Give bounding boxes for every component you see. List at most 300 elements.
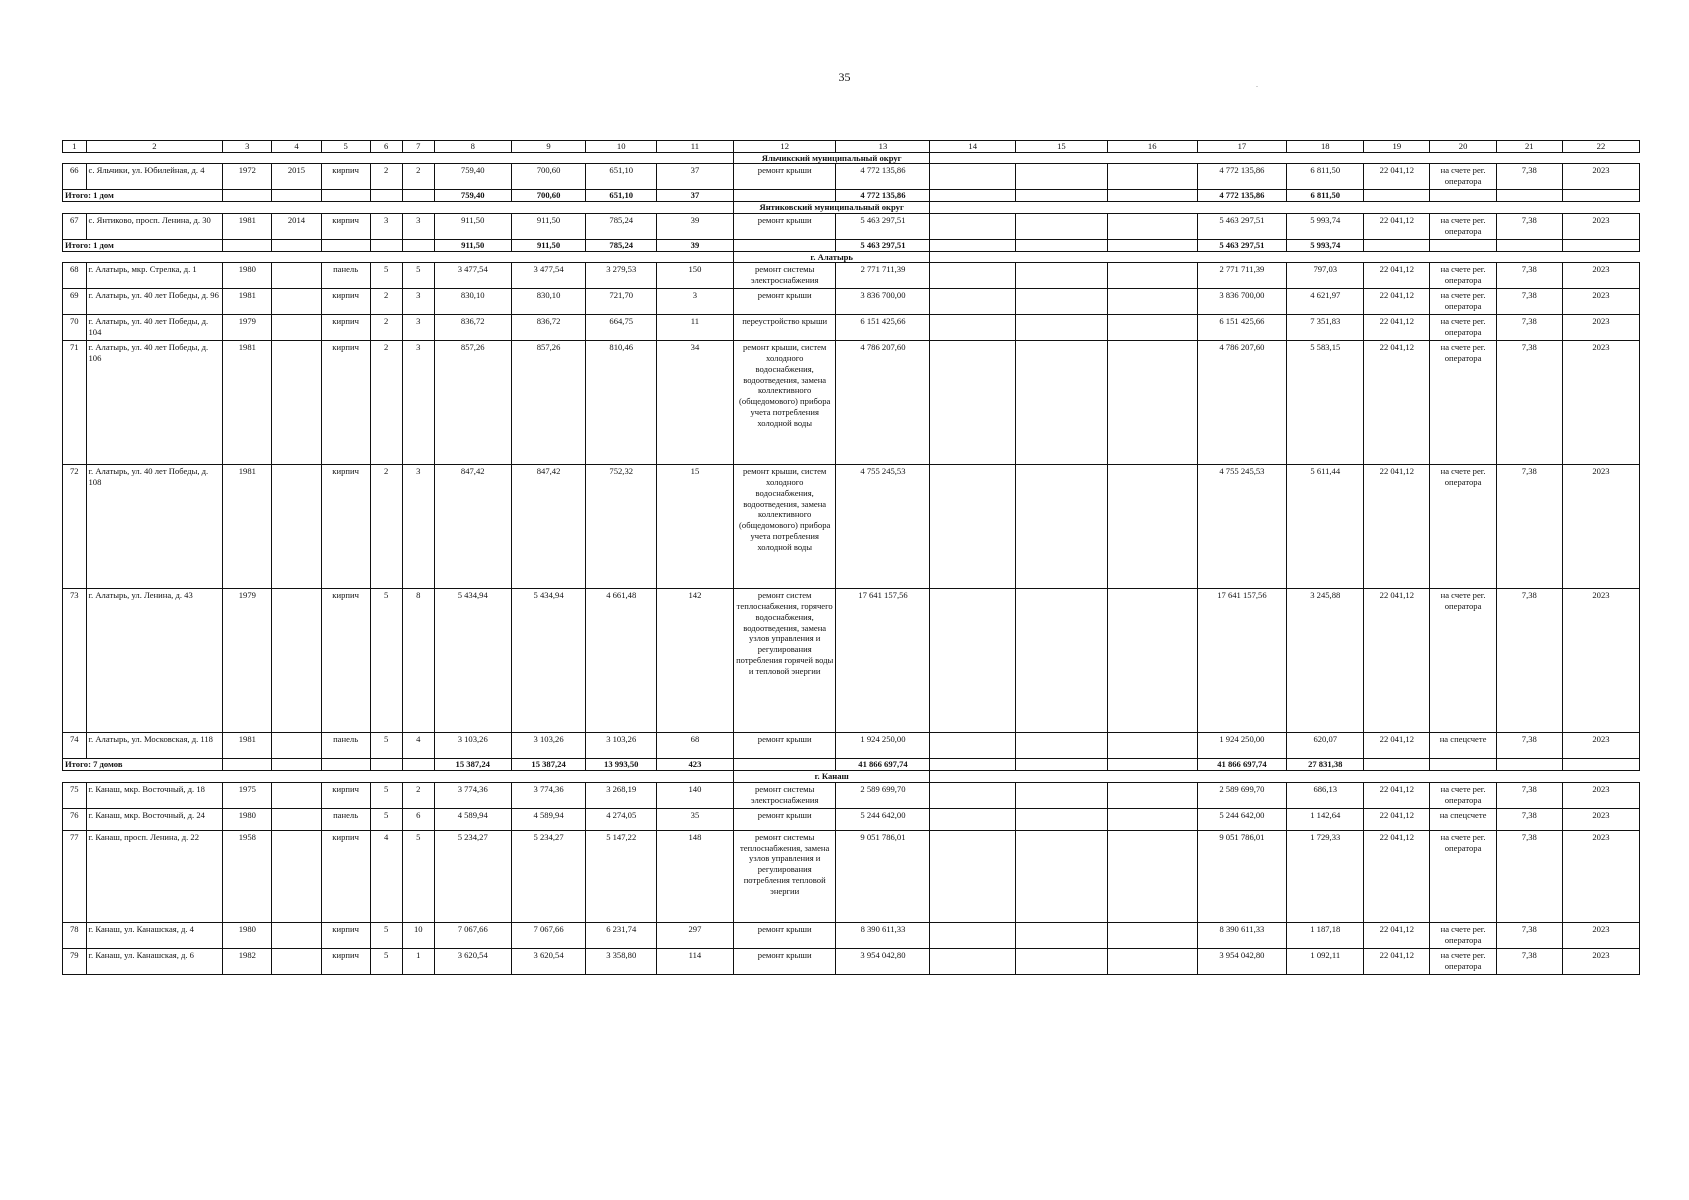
total-area-cell: 5 434,94 — [434, 589, 511, 733]
account-cell: на счете рег. оператора — [1430, 341, 1496, 465]
owned-area-cell: 651,10 — [586, 190, 657, 202]
wall-material-cell: кирпич — [321, 289, 370, 315]
year-built-cell: 1981 — [223, 733, 272, 759]
unit-cost-cell: 7 351,83 — [1287, 315, 1364, 341]
residential-area-cell: 911,50 — [511, 239, 586, 251]
owned-area-cell: 664,75 — [586, 315, 657, 341]
work-type-cell: ремонт крыши — [733, 808, 836, 830]
residential-area-cell: 700,60 — [511, 190, 586, 202]
row-number: 76 — [63, 808, 87, 830]
cost-cell: 8 390 611,33 — [836, 922, 930, 948]
residents-cell: 39 — [656, 213, 733, 239]
empty-cell — [1107, 315, 1197, 341]
year-renovated-cell — [272, 733, 321, 759]
address-cell: г. Канаш, ул. Канашская, д. 6 — [86, 948, 223, 974]
cost-cell: 1 924 250,00 — [836, 733, 930, 759]
address-cell: с. Яльчики, ул. Юбилейная, д. 4 — [86, 164, 223, 190]
entrances-cell: 3 — [402, 341, 434, 465]
empty-cell — [930, 263, 1015, 289]
owned-area-cell: 5 147,22 — [586, 830, 657, 922]
cost-cell: 17 641 157,56 — [836, 589, 930, 733]
floors-cell: 2 — [370, 164, 402, 190]
fund-cell: 9 051 786,01 — [1197, 830, 1287, 922]
year-renovated-cell — [272, 830, 321, 922]
year-renovated-cell: 2015 — [272, 164, 321, 190]
unit-cost-cell: 620,07 — [1287, 733, 1364, 759]
empty-cell — [1107, 465, 1197, 589]
header-cell: 6 — [370, 141, 402, 153]
row-number: 74 — [63, 733, 87, 759]
total-row — [63, 190, 1640, 202]
section-spacer — [63, 771, 734, 783]
empty-cell — [321, 759, 370, 771]
section-title: Яльчикский муниципальный округ — [733, 152, 930, 164]
rate-cell: 7,38 — [1496, 315, 1562, 341]
wall-material-cell: кирпич — [321, 164, 370, 190]
table-row — [63, 808, 1640, 830]
empty-cell — [1015, 948, 1107, 974]
empty-cell — [1107, 733, 1197, 759]
residential-area-cell: 911,50 — [511, 213, 586, 239]
unit-cost-cell: 5 993,74 — [1287, 213, 1364, 239]
max-cost-cell: 22 041,12 — [1364, 808, 1430, 830]
fund-cell: 4 772 135,86 — [1197, 164, 1287, 190]
empty-cell — [733, 759, 836, 771]
empty-cell — [1562, 759, 1639, 771]
cost-cell: 2 771 711,39 — [836, 263, 930, 289]
wall-material-cell: панель — [321, 808, 370, 830]
residents-cell: 15 — [656, 465, 733, 589]
rate-cell: 7,38 — [1496, 830, 1562, 922]
header-cell: 4 — [272, 141, 321, 153]
empty-cell — [223, 239, 272, 251]
year-renovated-cell — [272, 289, 321, 315]
row-number: 69 — [63, 289, 87, 315]
empty-cell — [223, 190, 272, 202]
header-cell: 11 — [656, 141, 733, 153]
section-spacer — [930, 152, 1640, 164]
empty-cell — [930, 164, 1015, 190]
header-cell: 1 — [63, 141, 87, 153]
empty-cell — [1015, 315, 1107, 341]
empty-cell — [930, 190, 1015, 202]
year-renovated-cell — [272, 922, 321, 948]
section-row — [63, 152, 1640, 164]
header-row — [63, 141, 1640, 153]
empty-cell — [1107, 948, 1197, 974]
total-area-cell: 4 589,94 — [434, 808, 511, 830]
year-cell: 2023 — [1562, 782, 1639, 808]
year-cell: 2023 — [1562, 922, 1639, 948]
empty-cell — [930, 315, 1015, 341]
entrances-cell: 3 — [402, 213, 434, 239]
empty-cell — [1107, 164, 1197, 190]
empty-cell — [1107, 239, 1197, 251]
year-renovated-cell — [272, 782, 321, 808]
floors-cell: 2 — [370, 465, 402, 589]
residents-cell: 34 — [656, 341, 733, 465]
year-renovated-cell — [272, 263, 321, 289]
fund-cell: 5 463 297,51 — [1197, 239, 1287, 251]
wall-material-cell: кирпич — [321, 589, 370, 733]
header-cell: 15 — [1015, 141, 1107, 153]
residential-area-cell: 857,26 — [511, 341, 586, 465]
empty-cell — [223, 759, 272, 771]
unit-cost-cell: 5 611,44 — [1287, 465, 1364, 589]
residential-area-cell: 3 620,54 — [511, 948, 586, 974]
rate-cell: 7,38 — [1496, 808, 1562, 830]
empty-cell — [1562, 190, 1639, 202]
work-type-cell: переустройство крыши — [733, 315, 836, 341]
entrances-cell: 4 — [402, 733, 434, 759]
empty-cell — [321, 190, 370, 202]
residential-area-cell: 15 387,24 — [511, 759, 586, 771]
year-built-cell: 1981 — [223, 465, 272, 589]
fund-cell: 41 866 697,74 — [1197, 759, 1287, 771]
entrances-cell: 2 — [402, 164, 434, 190]
table-body — [63, 141, 1640, 975]
table-row — [63, 315, 1640, 341]
account-cell: на счете рег. оператора — [1430, 465, 1496, 589]
max-cost-cell: 22 041,12 — [1364, 341, 1430, 465]
empty-cell — [1015, 782, 1107, 808]
work-type-cell: ремонт системы электроснабжения — [733, 263, 836, 289]
fund-cell: 3 836 700,00 — [1197, 289, 1287, 315]
residents-cell: 35 — [656, 808, 733, 830]
total-area-cell: 5 234,27 — [434, 830, 511, 922]
residential-area-cell: 830,10 — [511, 289, 586, 315]
entrances-cell: 10 — [402, 922, 434, 948]
empty-cell — [1015, 830, 1107, 922]
empty-cell — [272, 190, 321, 202]
work-type-cell: ремонт крыши — [733, 164, 836, 190]
fund-cell: 1 924 250,00 — [1197, 733, 1287, 759]
year-renovated-cell: 2014 — [272, 213, 321, 239]
empty-cell — [1107, 922, 1197, 948]
total-row — [63, 239, 1640, 251]
empty-cell — [1430, 190, 1496, 202]
year-cell: 2023 — [1562, 315, 1639, 341]
empty-cell — [1015, 213, 1107, 239]
address-cell: г. Канаш, ул. Канашская, д. 4 — [86, 922, 223, 948]
residents-cell: 11 — [656, 315, 733, 341]
fund-cell: 17 641 157,56 — [1197, 589, 1287, 733]
empty-cell — [733, 190, 836, 202]
empty-cell — [1107, 782, 1197, 808]
empty-cell — [1364, 759, 1430, 771]
table-row — [63, 263, 1640, 289]
address-cell: г. Алатырь, ул. 40 лет Победы, д. 104 — [86, 315, 223, 341]
year-cell: 2023 — [1562, 733, 1639, 759]
address-cell: г. Алатырь, ул. Ленина, д. 43 — [86, 589, 223, 733]
header-cell: 20 — [1430, 141, 1496, 153]
fund-cell: 4 772 135,86 — [1197, 190, 1287, 202]
account-cell: на счете рег. оператора — [1430, 315, 1496, 341]
total-area-cell: 857,26 — [434, 341, 511, 465]
owned-area-cell: 3 358,80 — [586, 948, 657, 974]
residents-cell: 3 — [656, 289, 733, 315]
unit-cost-cell: 797,03 — [1287, 263, 1364, 289]
work-type-cell: ремонт крыши — [733, 948, 836, 974]
cost-cell: 2 589 699,70 — [836, 782, 930, 808]
fund-cell: 4 786 207,60 — [1197, 341, 1287, 465]
wall-material-cell: панель — [321, 263, 370, 289]
unit-cost-cell: 5 993,74 — [1287, 239, 1364, 251]
rate-cell: 7,38 — [1496, 213, 1562, 239]
fund-cell: 2 771 711,39 — [1197, 263, 1287, 289]
total-area-cell: 830,10 — [434, 289, 511, 315]
fund-cell: 4 755 245,53 — [1197, 465, 1287, 589]
address-cell: г. Алатырь, ул. 40 лет Победы, д. 106 — [86, 341, 223, 465]
section-spacer — [930, 251, 1640, 263]
residential-area-cell: 3 774,36 — [511, 782, 586, 808]
unit-cost-cell: 6 811,50 — [1287, 190, 1364, 202]
fund-cell: 5 463 297,51 — [1197, 213, 1287, 239]
total-area-cell: 3 477,54 — [434, 263, 511, 289]
table-row — [63, 782, 1640, 808]
account-cell: на счете рег. оператора — [1430, 263, 1496, 289]
header-cell: 14 — [930, 141, 1015, 153]
total-label: Итого: 1 дом — [63, 190, 223, 202]
header-cell: 9 — [511, 141, 586, 153]
total-area-cell: 911,50 — [434, 213, 511, 239]
wall-material-cell: кирпич — [321, 782, 370, 808]
rate-cell: 7,38 — [1496, 782, 1562, 808]
year-cell: 2023 — [1562, 263, 1639, 289]
rate-cell: 7,38 — [1496, 263, 1562, 289]
table-row — [63, 289, 1640, 315]
address-cell: г. Канаш, просп. Ленина, д. 22 — [86, 830, 223, 922]
header-cell: 18 — [1287, 141, 1364, 153]
empty-cell — [1015, 239, 1107, 251]
max-cost-cell: 22 041,12 — [1364, 465, 1430, 589]
table-row — [63, 213, 1640, 239]
floors-cell: 5 — [370, 808, 402, 830]
section-row — [63, 771, 1640, 783]
owned-area-cell: 785,24 — [586, 213, 657, 239]
empty-cell — [930, 948, 1015, 974]
empty-cell — [1107, 190, 1197, 202]
rate-cell: 7,38 — [1496, 948, 1562, 974]
empty-cell — [1015, 263, 1107, 289]
empty-cell — [930, 239, 1015, 251]
empty-cell — [930, 733, 1015, 759]
table-row — [63, 830, 1640, 922]
cost-cell: 4 772 135,86 — [836, 190, 930, 202]
account-cell: на счете рег. оператора — [1430, 589, 1496, 733]
page-number: 35 — [838, 70, 851, 84]
header-cell: 21 — [1496, 141, 1562, 153]
header-cell: 3 — [223, 141, 272, 153]
residential-area-cell: 4 589,94 — [511, 808, 586, 830]
residents-cell: 297 — [656, 922, 733, 948]
work-type-cell: ремонт крыши — [733, 733, 836, 759]
max-cost-cell: 22 041,12 — [1364, 164, 1430, 190]
floors-cell: 2 — [370, 315, 402, 341]
residential-area-cell: 5 234,27 — [511, 830, 586, 922]
residents-cell: 150 — [656, 263, 733, 289]
year-built-cell: 1980 — [223, 808, 272, 830]
header-cell: 17 — [1197, 141, 1287, 153]
owned-area-cell: 3 103,26 — [586, 733, 657, 759]
account-cell: на счете рег. оператора — [1430, 922, 1496, 948]
residential-area-cell: 700,60 — [511, 164, 586, 190]
owned-area-cell: 13 993,50 — [586, 759, 657, 771]
work-type-cell: ремонт крыши — [733, 289, 836, 315]
empty-cell — [1015, 465, 1107, 589]
account-cell: на счете рег. оператора — [1430, 782, 1496, 808]
total-label: Итого: 1 дом — [63, 239, 223, 251]
section-spacer — [63, 152, 734, 164]
unit-cost-cell: 686,13 — [1287, 782, 1364, 808]
cost-cell: 5 463 297,51 — [836, 213, 930, 239]
empty-cell — [930, 759, 1015, 771]
empty-cell — [402, 759, 434, 771]
empty-cell — [1107, 341, 1197, 465]
rate-cell: 7,38 — [1496, 289, 1562, 315]
entrances-cell: 8 — [402, 589, 434, 733]
rate-cell: 7,38 — [1496, 922, 1562, 948]
owned-area-cell: 6 231,74 — [586, 922, 657, 948]
year-cell: 2023 — [1562, 830, 1639, 922]
empty-cell — [930, 782, 1015, 808]
cost-cell: 41 866 697,74 — [836, 759, 930, 771]
owned-area-cell: 651,10 — [586, 164, 657, 190]
residential-area-cell: 3 103,26 — [511, 733, 586, 759]
work-type-cell: ремонт системы теплоснабжения, замена узлов управления и регулирования потребления тепловой энергии — [733, 830, 836, 922]
year-built-cell: 1981 — [223, 289, 272, 315]
cost-cell: 3 836 700,00 — [836, 289, 930, 315]
section-spacer — [930, 202, 1640, 214]
account-cell: на счете рег. оператора — [1430, 289, 1496, 315]
header-cell: 19 — [1364, 141, 1430, 153]
year-renovated-cell — [272, 341, 321, 465]
year-built-cell: 1975 — [223, 782, 272, 808]
total-area-cell: 847,42 — [434, 465, 511, 589]
residents-cell: 114 — [656, 948, 733, 974]
total-row — [63, 759, 1640, 771]
floors-cell: 5 — [370, 782, 402, 808]
empty-cell — [733, 239, 836, 251]
empty-cell — [1107, 759, 1197, 771]
entrances-cell: 3 — [402, 315, 434, 341]
empty-cell — [1107, 263, 1197, 289]
header-cell: 16 — [1107, 141, 1197, 153]
year-cell: 2023 — [1562, 164, 1639, 190]
row-number: 77 — [63, 830, 87, 922]
unit-cost-cell: 4 621,97 — [1287, 289, 1364, 315]
unit-cost-cell: 1 187,18 — [1287, 922, 1364, 948]
residents-cell: 37 — [656, 190, 733, 202]
empty-cell — [1015, 733, 1107, 759]
total-area-cell: 911,50 — [434, 239, 511, 251]
residential-area-cell: 836,72 — [511, 315, 586, 341]
empty-cell — [402, 190, 434, 202]
entrances-cell: 6 — [402, 808, 434, 830]
section-row — [63, 251, 1640, 263]
empty-cell — [272, 239, 321, 251]
year-cell: 2023 — [1562, 465, 1639, 589]
cost-cell: 3 954 042,80 — [836, 948, 930, 974]
max-cost-cell: 22 041,12 — [1364, 782, 1430, 808]
floors-cell: 5 — [370, 948, 402, 974]
empty-cell — [1107, 213, 1197, 239]
residents-cell: 423 — [656, 759, 733, 771]
year-cell: 2023 — [1562, 289, 1639, 315]
address-cell: г. Канаш, мкр. Восточный, д. 24 — [86, 808, 223, 830]
floors-cell: 5 — [370, 922, 402, 948]
table-row — [63, 465, 1640, 589]
empty-cell — [1015, 922, 1107, 948]
floors-cell: 2 — [370, 289, 402, 315]
owned-area-cell: 3 279,53 — [586, 263, 657, 289]
floors-cell: 5 — [370, 263, 402, 289]
max-cost-cell: 22 041,12 — [1364, 830, 1430, 922]
empty-cell — [1015, 341, 1107, 465]
total-area-cell: 836,72 — [434, 315, 511, 341]
section-title: Янтиковский муниципальный округ — [733, 202, 930, 214]
year-cell: 2023 — [1562, 589, 1639, 733]
rate-cell: 7,38 — [1496, 341, 1562, 465]
account-cell: на счете рег. оператора — [1430, 213, 1496, 239]
max-cost-cell: 22 041,12 — [1364, 289, 1430, 315]
unit-cost-cell: 1 729,33 — [1287, 830, 1364, 922]
total-area-cell: 15 387,24 — [434, 759, 511, 771]
address-cell: г. Алатырь, ул. Московская, д. 118 — [86, 733, 223, 759]
residents-cell: 39 — [656, 239, 733, 251]
empty-cell — [370, 759, 402, 771]
floors-cell: 5 — [370, 589, 402, 733]
year-built-cell: 1958 — [223, 830, 272, 922]
section-title: г. Канаш — [733, 771, 930, 783]
residents-cell: 140 — [656, 782, 733, 808]
cost-cell: 4 755 245,53 — [836, 465, 930, 589]
empty-cell — [930, 341, 1015, 465]
cost-cell: 9 051 786,01 — [836, 830, 930, 922]
table-row — [63, 164, 1640, 190]
wall-material-cell: панель — [321, 733, 370, 759]
unit-cost-cell: 5 583,15 — [1287, 341, 1364, 465]
address-cell: с. Янтиково, просп. Ленина, д. 30 — [86, 213, 223, 239]
wall-material-cell: кирпич — [321, 948, 370, 974]
year-renovated-cell — [272, 948, 321, 974]
row-number: 71 — [63, 341, 87, 465]
owned-area-cell: 3 268,19 — [586, 782, 657, 808]
work-type-cell: ремонт крыши — [733, 213, 836, 239]
empty-cell — [1562, 239, 1639, 251]
empty-cell — [1496, 759, 1562, 771]
empty-cell — [1107, 289, 1197, 315]
account-cell: на счете рег. оператора — [1430, 830, 1496, 922]
account-cell: на спецсчете — [1430, 733, 1496, 759]
year-renovated-cell — [272, 589, 321, 733]
max-cost-cell: 22 041,12 — [1364, 733, 1430, 759]
cost-cell: 6 151 425,66 — [836, 315, 930, 341]
empty-cell — [930, 289, 1015, 315]
header-cell: 13 — [836, 141, 930, 153]
year-built-cell: 1980 — [223, 263, 272, 289]
total-area-cell: 3 103,26 — [434, 733, 511, 759]
rate-cell: 7,38 — [1496, 465, 1562, 589]
floors-cell: 4 — [370, 830, 402, 922]
year-built-cell: 1981 — [223, 341, 272, 465]
entrances-cell: 1 — [402, 948, 434, 974]
residential-area-cell: 7 067,66 — [511, 922, 586, 948]
rate-cell: 7,38 — [1496, 164, 1562, 190]
year-renovated-cell — [272, 808, 321, 830]
floors-cell: 3 — [370, 213, 402, 239]
address-cell: г. Алатырь, ул. 40 лет Победы, д. 96 — [86, 289, 223, 315]
